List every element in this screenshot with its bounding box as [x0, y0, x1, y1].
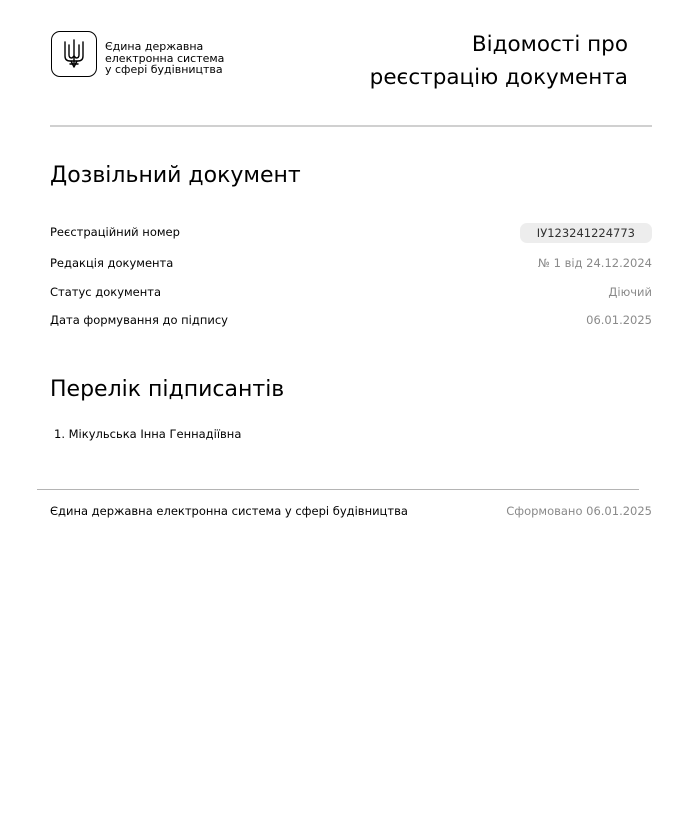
footer-divider	[37, 489, 639, 490]
signing-date-label: Дата формування до підпису	[50, 313, 228, 327]
document-revision-label: Редакція документа	[50, 256, 174, 270]
signer-item: 1. Мікульська Інна Геннадіївна	[54, 427, 242, 441]
footer-generated-date: Сформовано 06.01.2025	[506, 504, 652, 518]
document-revision-row	[50, 253, 652, 275]
header-divider	[50, 125, 652, 127]
document-status-label: Статус документа	[50, 285, 162, 299]
document-header	[50, 28, 652, 98]
trident-logo-icon	[51, 31, 97, 77]
signing-date-value: 06.01.2025	[586, 313, 652, 327]
document-status-value: Діючий	[608, 285, 652, 299]
registration-number-row	[50, 222, 652, 244]
permit-section-title: Дозвільний документ	[50, 163, 301, 188]
footer-org-name: Єдина державна електронна система у сфері будівництва	[50, 504, 408, 518]
org-name	[105, 41, 265, 76]
page-title-line-2: реєстрацію документа	[369, 65, 628, 90]
org-name-line-3: у сфері будівництва	[105, 63, 223, 76]
page-title	[370, 28, 628, 94]
registration-number-badge: ІУ123241224773	[520, 223, 652, 243]
page-title-line-1: Відомості про	[471, 32, 628, 57]
registration-number-label: Реєстраційний номер	[50, 225, 180, 239]
signers-section-title: Перелік підписантів	[50, 377, 285, 402]
org-name-line-1: Єдина державна	[105, 40, 204, 53]
document-status-row	[50, 282, 652, 304]
document-revision-value: № 1 від 24.12.2024	[537, 256, 652, 270]
org-name-line-2: електронна система	[105, 51, 225, 65]
signing-date-row	[50, 310, 652, 332]
